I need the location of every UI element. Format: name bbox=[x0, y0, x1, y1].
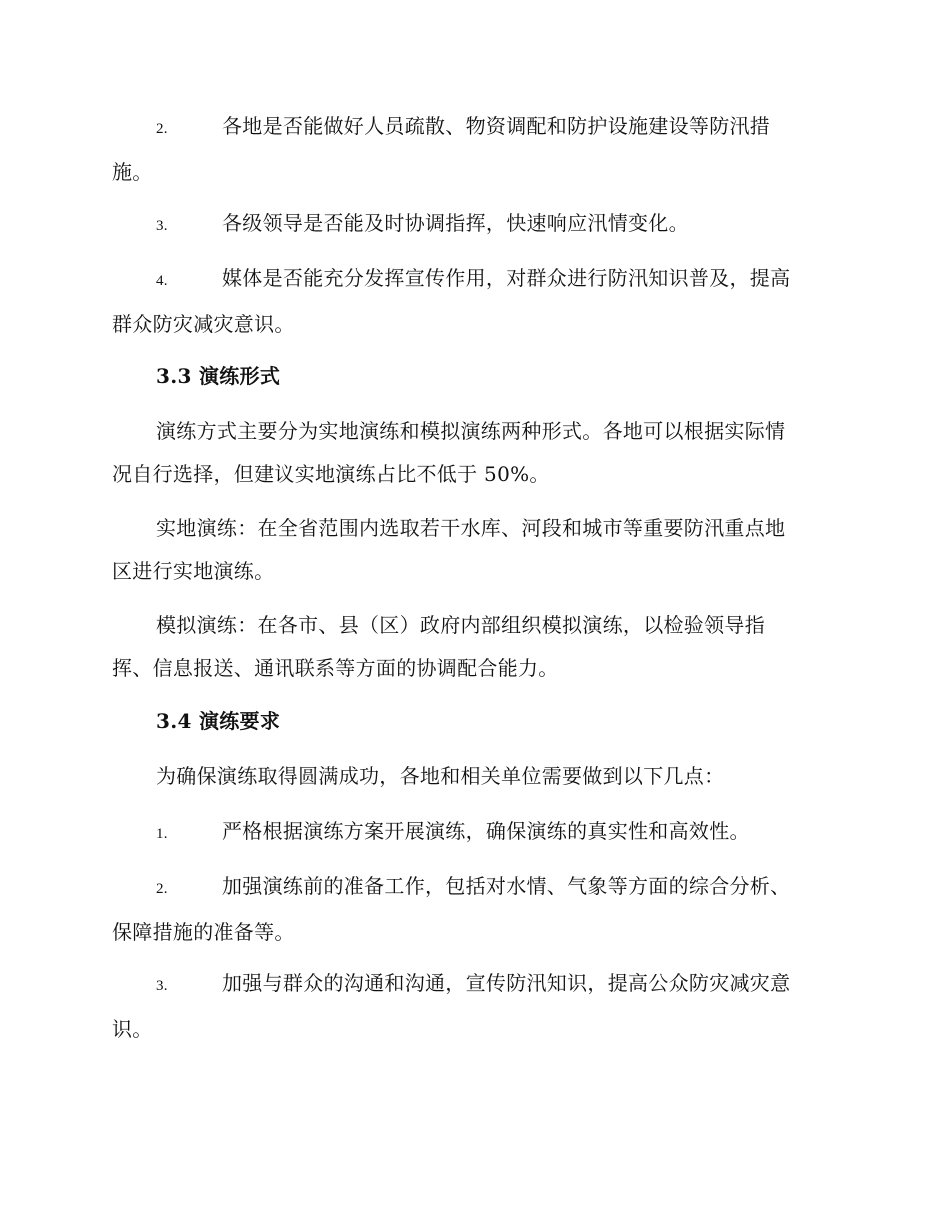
paragraph: 为确保演练取得圆满成功，各地和相关单位需要做到以下几点： bbox=[156, 764, 725, 788]
list-text-continuation: 施。 bbox=[112, 160, 153, 184]
list-text: 各级领导是否能及时协调指挥，快速响应汛情变化。 bbox=[222, 211, 689, 235]
list-text: 媒体是否能充分发挥宣传作用，对群众进行防汛知识普及，提高 bbox=[222, 266, 791, 290]
paragraph: 模拟演练：在各市、县（区）政府内部组织模拟演练，以检验领导指 挥、信息报送、通讯联系等方面的协调配合能力。 bbox=[112, 613, 765, 680]
list-item bbox=[112, 865, 834, 954]
list-text: 加强与群众的沟通和沟通，宣传防汛知识，提高公众防灾减灾意 bbox=[222, 971, 791, 995]
list-number: 2. bbox=[156, 881, 168, 897]
list-number: 1. bbox=[156, 826, 168, 842]
section-heading: 3.4 演练要求 bbox=[156, 709, 281, 733]
list-number: 3. bbox=[156, 978, 168, 994]
list-item bbox=[112, 105, 834, 194]
list-text: 加强演练前的准备工作，包括对水情、气象等方面的综合分析、 bbox=[222, 874, 791, 898]
list-text-continuation: 识。 bbox=[112, 1017, 153, 1041]
list-text-continuation: 群众防灾减灾意识。 bbox=[112, 312, 295, 336]
list-item bbox=[112, 962, 834, 1051]
list-number: 4. bbox=[156, 273, 168, 289]
list-text: 严格根据演练方案开展演练，确保演练的真实性和高效性。 bbox=[222, 819, 750, 843]
list-item bbox=[112, 810, 834, 856]
list-item bbox=[112, 202, 834, 248]
list-number: 3. bbox=[156, 218, 168, 234]
paragraph: 实地演练：在全省范围内选取若干水库、河段和城市等重要防汛重点地 区进行实地演练。 bbox=[112, 516, 786, 583]
paragraph: 演练方式主要分为实地演练和模拟演练两种形式。各地可以根据实际情 况自行选择，但建议实地演练占比不低于 50%。 bbox=[112, 419, 786, 486]
section-heading: 3.3 演练形式 bbox=[156, 364, 281, 388]
list-number: 2. bbox=[156, 121, 168, 137]
list-text: 各地是否能做好人员疏散、物资调配和防护设施建设等防汛措 bbox=[222, 114, 771, 138]
list-item bbox=[112, 257, 834, 346]
list-text-continuation: 保障措施的准备等。 bbox=[112, 920, 295, 944]
